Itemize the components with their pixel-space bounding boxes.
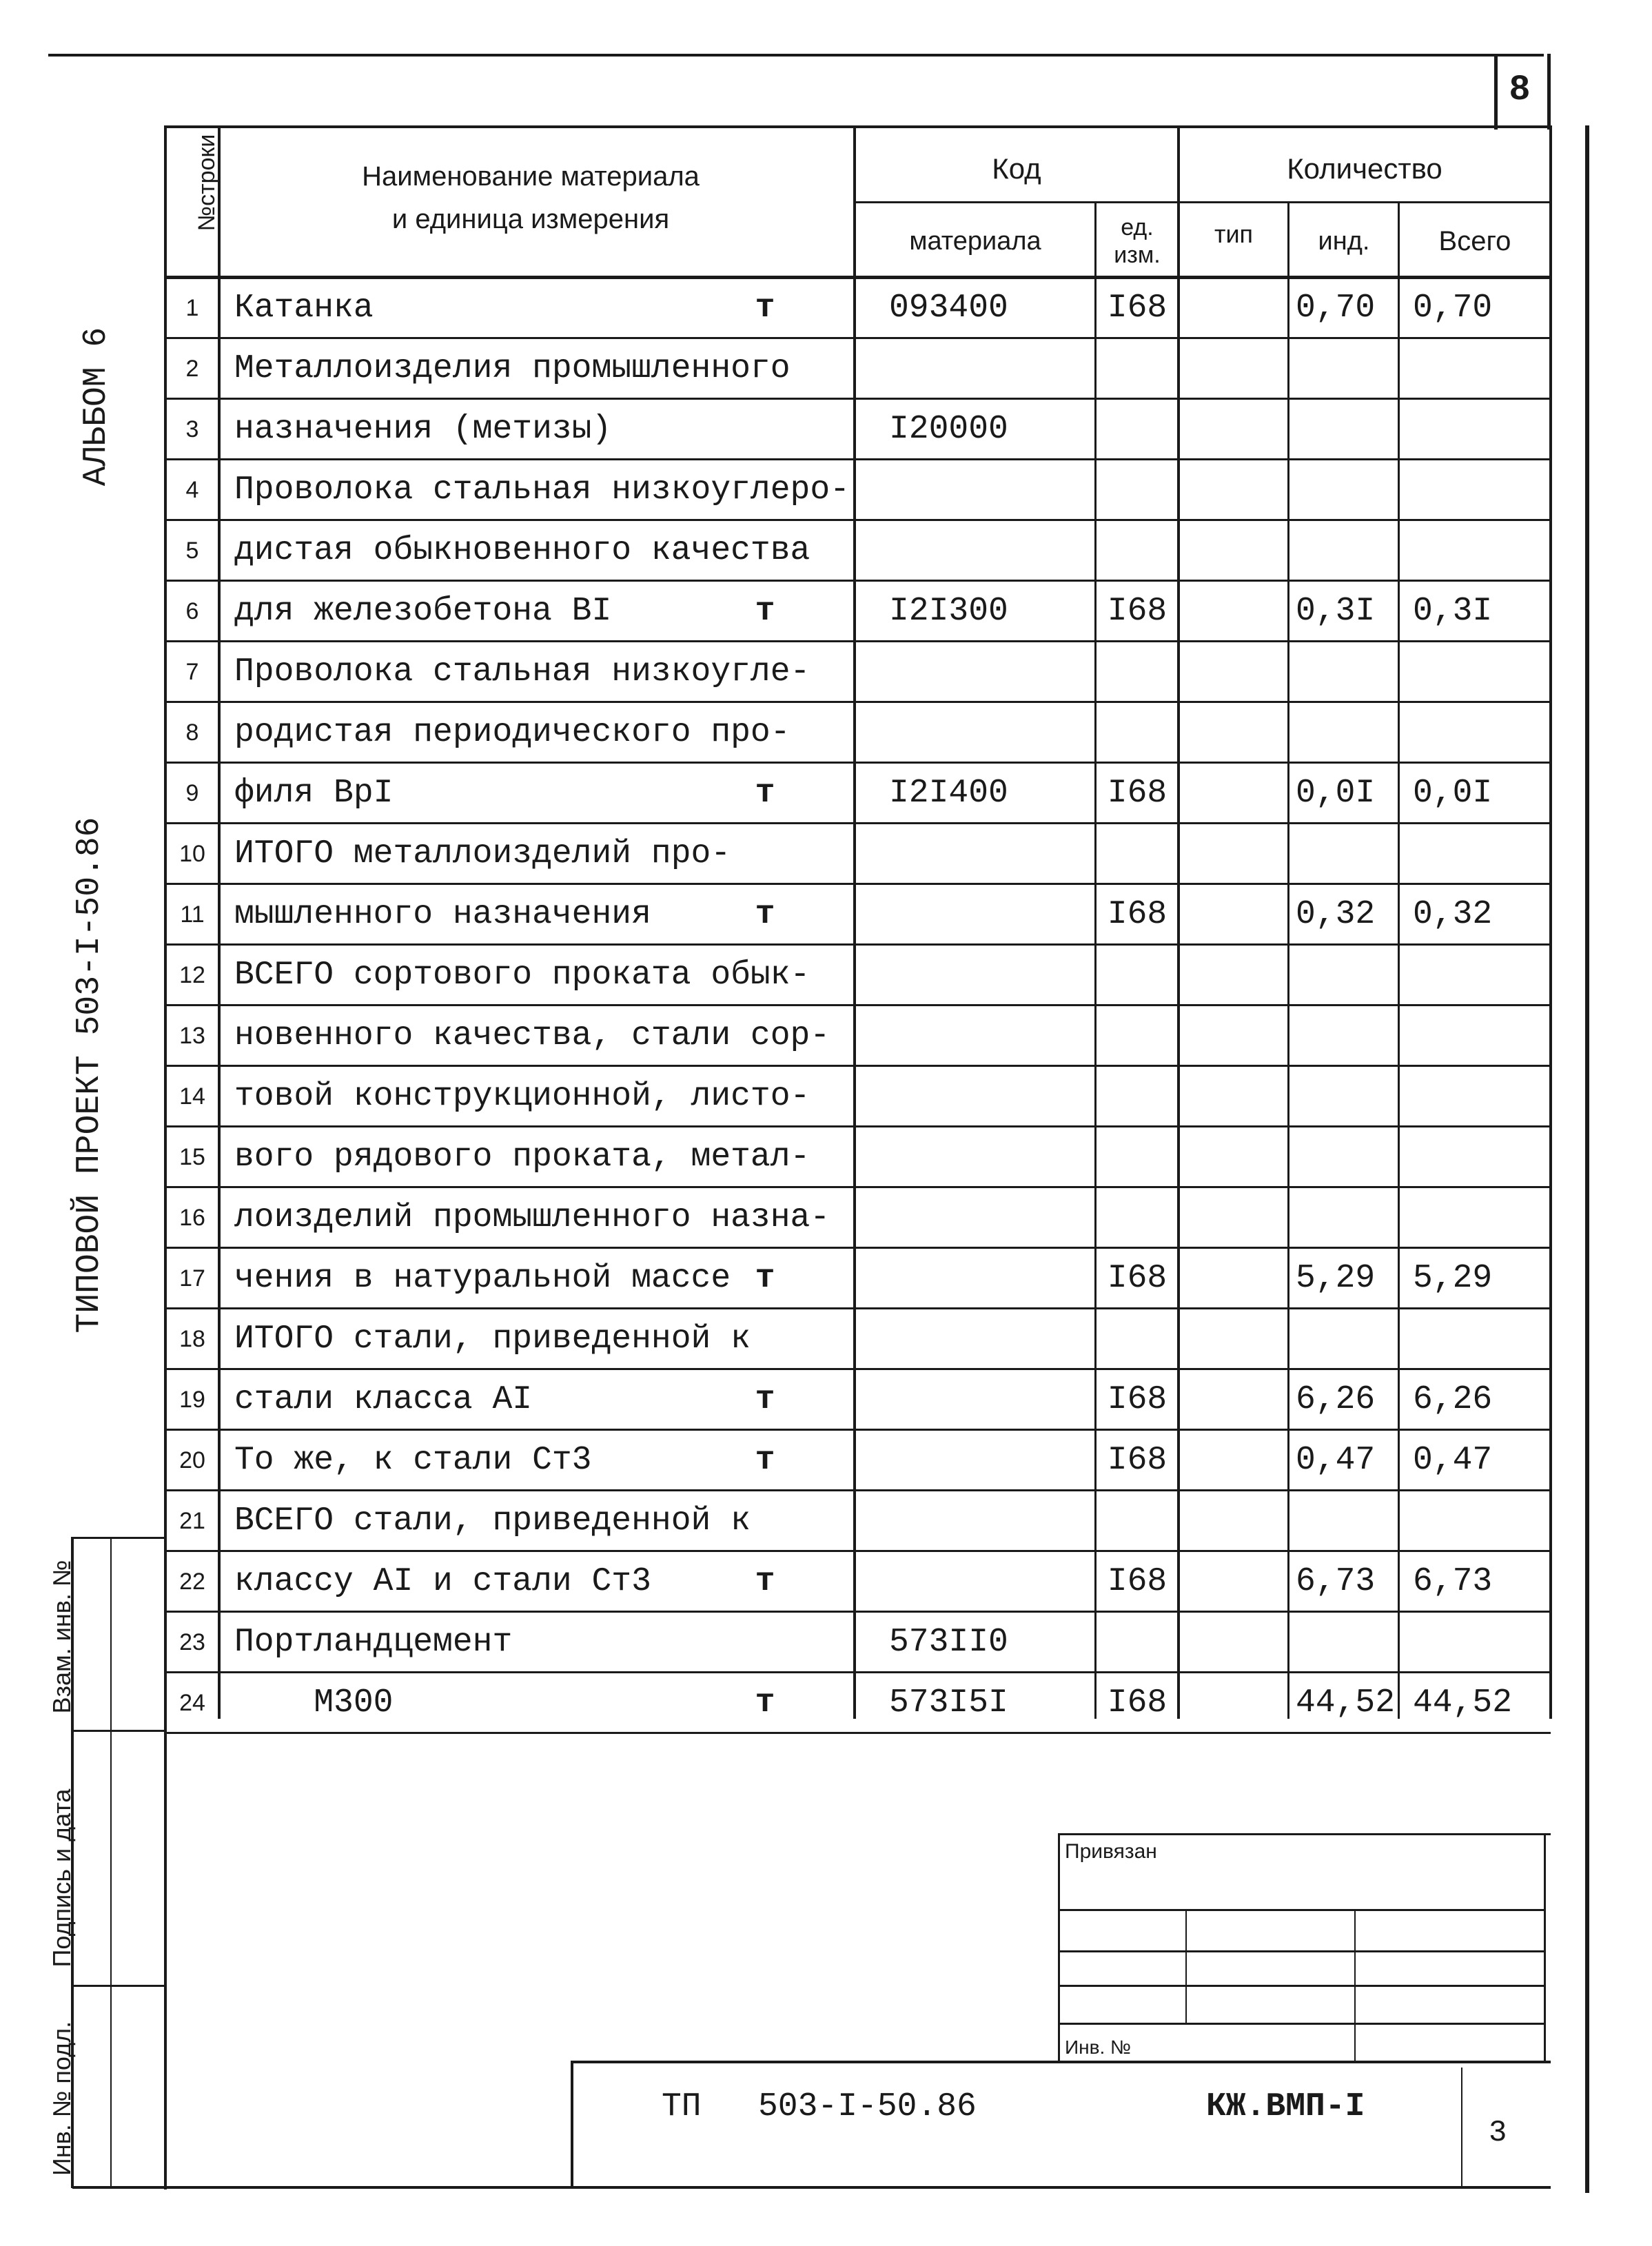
row-qty-total bbox=[1413, 520, 1551, 581]
tb-project-number: 503-I-50.86 bbox=[758, 2088, 977, 2125]
tb-doc-code: КЖ.ВМП-I bbox=[1206, 2088, 1365, 2125]
row-qty-ind bbox=[1296, 945, 1406, 1005]
row-unit-code: I68 bbox=[1107, 1442, 1167, 1479]
row-unit-code bbox=[1096, 338, 1179, 399]
table-row bbox=[165, 1248, 1551, 1309]
row-name: ВСЕГО сортового проката обык- bbox=[234, 957, 810, 994]
row-name: новенного качества, стали сор- bbox=[234, 1017, 830, 1054]
row-name: ИТОГО металлоизделий про- bbox=[234, 835, 731, 872]
row-unit-code: I68 bbox=[1107, 1563, 1167, 1600]
row-unit-code bbox=[1096, 1491, 1179, 1551]
table-row bbox=[165, 460, 1551, 520]
table-row bbox=[165, 581, 1551, 642]
row-material-code bbox=[889, 1066, 1123, 1127]
row-qty-ind: 0,32 bbox=[1296, 896, 1376, 933]
row-number: 18 bbox=[179, 1326, 205, 1352]
stamp-inv-podl: Инв. № подл. bbox=[48, 2021, 76, 2176]
row-material-code bbox=[889, 1005, 1123, 1066]
row-unit-code bbox=[1096, 702, 1179, 763]
row-qty-ind: 0,47 bbox=[1296, 1442, 1376, 1479]
table-row bbox=[165, 1673, 1551, 1733]
table-row bbox=[165, 1491, 1551, 1551]
row-number: 8 bbox=[185, 719, 199, 746]
row-material-code bbox=[889, 945, 1123, 1005]
table-row bbox=[165, 1187, 1551, 1248]
row-number: 19 bbox=[179, 1387, 205, 1413]
row-qty-ind: 44,52 bbox=[1296, 1684, 1396, 1722]
row-qty-ind: 0,70 bbox=[1296, 289, 1376, 327]
row-name: Катанка bbox=[234, 289, 374, 327]
header-qty-ind: инд. bbox=[1318, 227, 1370, 256]
row-unit-code bbox=[1096, 1612, 1179, 1673]
table-row bbox=[165, 1551, 1551, 1612]
tb-sheet-sep bbox=[1461, 2068, 1462, 2188]
row-unit-code: I68 bbox=[1107, 1381, 1167, 1418]
table-row bbox=[165, 520, 1551, 581]
row-name: То же, к стали Ст3 bbox=[234, 1442, 592, 1479]
row-number: 4 bbox=[185, 477, 199, 503]
tb-priv-col1 bbox=[1185, 1909, 1187, 2023]
row-unit-code: I68 bbox=[1107, 1684, 1167, 1722]
row-qty-ind: 5,29 bbox=[1296, 1260, 1376, 1297]
row-material-code: I2I400 bbox=[889, 775, 1008, 812]
table-row bbox=[165, 338, 1551, 399]
table-row bbox=[165, 1005, 1551, 1066]
row-qty-total bbox=[1413, 1005, 1551, 1066]
frame-bottom bbox=[72, 2186, 1551, 2189]
row-unit-mark bbox=[744, 520, 786, 581]
row-number: 7 bbox=[185, 659, 199, 685]
row-qty-total bbox=[1413, 1066, 1551, 1127]
tb-priv-line2 bbox=[1058, 1950, 1544, 1952]
row-unit-mark: т bbox=[755, 1381, 775, 1418]
row-qty-total bbox=[1413, 460, 1551, 520]
stamp-top bbox=[71, 1537, 164, 1539]
row-number: 13 bbox=[179, 1023, 205, 1049]
row-unit-mark: т bbox=[755, 593, 775, 630]
row-material-code: 573I5I bbox=[889, 1684, 1008, 1722]
row-number: 11 bbox=[180, 901, 205, 928]
row-qty-total bbox=[1413, 642, 1551, 702]
row-number: 15 bbox=[179, 1144, 205, 1170]
row-qty-total bbox=[1413, 1127, 1551, 1187]
row-unit-mark: т bbox=[755, 1684, 775, 1722]
row-unit-mark: т bbox=[755, 1563, 775, 1600]
row-unit-code: I68 bbox=[1107, 1260, 1167, 1297]
row-qty-total bbox=[1413, 399, 1551, 460]
row-material-code bbox=[889, 460, 1123, 520]
stamp-podpis: Подпись и дата bbox=[48, 1788, 76, 1968]
row-material-code bbox=[889, 1127, 1123, 1187]
table-row bbox=[165, 1066, 1551, 1127]
row-unit-mark bbox=[744, 1005, 786, 1066]
row-name: лоизделий промышленного назна- bbox=[234, 1199, 830, 1236]
row-unit-code bbox=[1096, 1127, 1179, 1187]
row-material-code: I20000 bbox=[889, 411, 1008, 448]
row-qty-ind bbox=[1296, 338, 1406, 399]
row-qty-total bbox=[1413, 824, 1551, 884]
row-qty-ind bbox=[1296, 702, 1406, 763]
tb-priv-line1 bbox=[1058, 1909, 1544, 1911]
row-material-code bbox=[889, 1248, 1123, 1309]
row-material-code bbox=[889, 1551, 1123, 1612]
row-qty-ind bbox=[1296, 399, 1406, 460]
row-name: товой конструкционной, листо- bbox=[234, 1078, 810, 1115]
row-qty-ind bbox=[1296, 1066, 1406, 1127]
row-unit-code bbox=[1096, 520, 1179, 581]
table-row bbox=[165, 702, 1551, 763]
row-unit-code bbox=[1096, 1309, 1179, 1369]
row-unit-mark bbox=[744, 945, 786, 1005]
row-number: 2 bbox=[185, 356, 199, 382]
row-qty-ind bbox=[1296, 1127, 1406, 1187]
top-border bbox=[48, 54, 1544, 57]
row-number: 6 bbox=[185, 598, 199, 624]
tb-main-left bbox=[571, 2061, 573, 2188]
row-qty-total: 0,70 bbox=[1413, 289, 1493, 327]
table-row bbox=[165, 278, 1551, 338]
table-row bbox=[165, 945, 1551, 1005]
row-name: классу AI и стали Ст3 bbox=[234, 1563, 651, 1600]
row-unit-code: I68 bbox=[1107, 289, 1167, 327]
row-qty-ind bbox=[1296, 642, 1406, 702]
table-body bbox=[165, 278, 1551, 1733]
row-name: Портландцемент bbox=[234, 1624, 513, 1661]
row-number: 22 bbox=[179, 1569, 205, 1595]
header-code-group: Код bbox=[992, 152, 1041, 185]
row-name: назначения (метизы) bbox=[234, 411, 612, 448]
row-name: мышленного назначения bbox=[234, 896, 651, 933]
row-qty-total bbox=[1413, 702, 1551, 763]
row-qty-total: 0,0I bbox=[1413, 775, 1493, 812]
row-unit-code bbox=[1096, 642, 1179, 702]
row-material-code bbox=[889, 1187, 1123, 1248]
stamp-inner bbox=[110, 1537, 112, 2188]
table-row bbox=[165, 884, 1551, 945]
table-row bbox=[165, 399, 1551, 460]
header-mid bbox=[855, 201, 1551, 203]
row-name: Металлоизделия промышленного bbox=[234, 350, 791, 387]
table-row bbox=[165, 1612, 1551, 1673]
tb-priv-line4 bbox=[1058, 2023, 1544, 2025]
row-unit-mark bbox=[744, 338, 786, 399]
row-name: для железобетона BI bbox=[234, 593, 612, 630]
row-qty-total bbox=[1413, 1612, 1551, 1673]
row-unit-mark bbox=[744, 824, 786, 884]
row-name: стали класса AI bbox=[234, 1381, 533, 1418]
row-unit-code bbox=[1096, 1187, 1179, 1248]
header-code-material: материала bbox=[909, 227, 1041, 256]
project-label: ТИПОВОЙ ПРОЕКТ 503-I-50.86 bbox=[71, 817, 108, 1334]
row-unit-mark: т bbox=[755, 896, 775, 933]
row-qty-ind bbox=[1296, 520, 1406, 581]
row-unit-mark bbox=[744, 1309, 786, 1369]
row-qty-ind bbox=[1296, 1309, 1406, 1369]
row-unit-mark bbox=[744, 1612, 786, 1673]
row-name: родистая периодического про- bbox=[234, 714, 791, 751]
row-qty-ind: 0,0I bbox=[1296, 775, 1376, 812]
row-name: ВСЕГО стали, приведенной к bbox=[234, 1502, 751, 1540]
row-number: 20 bbox=[179, 1447, 205, 1473]
row-material-code bbox=[889, 642, 1123, 702]
row-unit-mark bbox=[744, 1187, 786, 1248]
tb-sheet-number: 3 bbox=[1489, 2116, 1507, 2150]
row-material-code bbox=[889, 520, 1123, 581]
row-material-code bbox=[889, 1369, 1123, 1430]
row-qty-ind: 6,73 bbox=[1296, 1563, 1376, 1600]
row-qty-total: 44,52 bbox=[1413, 1684, 1513, 1722]
page-number: 8 bbox=[1509, 69, 1531, 110]
row-number: 3 bbox=[185, 416, 199, 442]
row-unit-code bbox=[1096, 399, 1179, 460]
row-qty-total: 5,29 bbox=[1413, 1260, 1493, 1297]
row-number: 24 bbox=[179, 1690, 205, 1716]
row-name: чения в натуральной массе bbox=[234, 1260, 731, 1297]
row-name: филя BpI bbox=[234, 775, 394, 812]
row-qty-ind bbox=[1296, 1005, 1406, 1066]
row-name: дистая обыкновенного качества bbox=[234, 532, 810, 569]
table-row bbox=[165, 824, 1551, 884]
header-code-unit: ед. изм. bbox=[1114, 214, 1161, 268]
row-material-code bbox=[889, 1309, 1123, 1369]
row-number: 10 bbox=[179, 841, 205, 867]
header-qty-group: Количество bbox=[1287, 152, 1442, 185]
row-qty-total bbox=[1413, 338, 1551, 399]
row-number: 16 bbox=[179, 1205, 205, 1231]
row-qty-total: 6,26 bbox=[1413, 1381, 1493, 1418]
tb-priv-left bbox=[1058, 1833, 1060, 2061]
table-row bbox=[165, 763, 1551, 824]
table-row bbox=[165, 1430, 1551, 1491]
row-unit-mark bbox=[744, 1066, 786, 1127]
row-qty-total: 0,47 bbox=[1413, 1442, 1493, 1479]
row-qty-ind bbox=[1296, 1187, 1406, 1248]
table-row bbox=[165, 1127, 1551, 1187]
page-box-right bbox=[1547, 54, 1551, 130]
row-unit-mark bbox=[744, 1127, 786, 1187]
row-material-code: I2I300 bbox=[889, 593, 1008, 630]
row-qty-ind bbox=[1296, 1491, 1406, 1551]
stamp-vzam: Взам. инв. № bbox=[48, 1560, 76, 1714]
tb-tp: ТП bbox=[662, 2088, 702, 2125]
row-qty-total bbox=[1413, 945, 1551, 1005]
row-unit-mark: т bbox=[755, 775, 775, 812]
row-qty-total: 0,32 bbox=[1413, 896, 1493, 933]
row-material-code bbox=[889, 338, 1123, 399]
row-name: М300 bbox=[234, 1684, 394, 1722]
row-qty-ind bbox=[1296, 824, 1406, 884]
tb-priv-line3 bbox=[1058, 1985, 1544, 1987]
row-name: вого рядового проката, метал- bbox=[234, 1139, 810, 1176]
stamp-div1 bbox=[71, 1730, 164, 1732]
table-row bbox=[165, 642, 1551, 702]
row-unit-mark bbox=[744, 1491, 786, 1551]
row-material-code bbox=[889, 1430, 1123, 1491]
header-qty-total: Всего bbox=[1438, 226, 1511, 256]
row-unit-code: I68 bbox=[1107, 775, 1167, 812]
row-number: 23 bbox=[179, 1629, 205, 1655]
row-material-code bbox=[889, 884, 1123, 945]
row-unit-code: I68 bbox=[1107, 896, 1167, 933]
row-unit-code bbox=[1096, 824, 1179, 884]
row-number: 21 bbox=[179, 1508, 205, 1534]
row-name: Проволока стальная низкоугле- bbox=[234, 653, 810, 691]
tb-priv-right bbox=[1544, 1833, 1546, 2061]
row-number: 9 bbox=[185, 780, 199, 806]
row-qty-ind: 0,3I bbox=[1296, 593, 1376, 630]
tb-main-top bbox=[572, 2061, 1551, 2063]
tb-priv-col2 bbox=[1354, 1909, 1356, 2061]
row-material-code bbox=[889, 824, 1123, 884]
row-unit-mark: т bbox=[755, 1260, 775, 1297]
stamp-div2 bbox=[71, 1985, 164, 1987]
header-name-line2: и единица измерения bbox=[391, 204, 670, 234]
header-name-line1: Наименование материала bbox=[362, 161, 700, 192]
row-qty-ind: 6,26 bbox=[1296, 1381, 1376, 1418]
row-unit-code: I68 bbox=[1107, 593, 1167, 630]
row-unit-code bbox=[1096, 1005, 1179, 1066]
row-unit-code bbox=[1096, 460, 1179, 520]
row-unit-mark: т bbox=[755, 289, 775, 327]
header-name bbox=[221, 155, 841, 241]
row-material-code bbox=[889, 1491, 1123, 1551]
table-top bbox=[164, 125, 1551, 128]
row-unit-mark bbox=[744, 642, 786, 702]
header-row-number: №строки bbox=[194, 134, 220, 232]
row-qty-total: 6,73 bbox=[1413, 1563, 1493, 1600]
row-name: ИТОГО стали, приведенной к bbox=[234, 1320, 751, 1358]
row-qty-total: 0,3I bbox=[1413, 593, 1493, 630]
row-number: 17 bbox=[179, 1265, 205, 1292]
row-unit-code bbox=[1096, 1066, 1179, 1127]
row-number: 14 bbox=[179, 1083, 205, 1110]
row-number: 12 bbox=[179, 962, 205, 988]
tb-privyazan: Привязан bbox=[1065, 1840, 1157, 1863]
row-name: Проволока стальная низкоуглеро- bbox=[234, 471, 850, 509]
row-number: 1 bbox=[185, 295, 199, 321]
row-unit-mark bbox=[744, 460, 786, 520]
table-row bbox=[165, 1369, 1551, 1430]
table-row bbox=[165, 1309, 1551, 1369]
tb-priv-top bbox=[1058, 1833, 1551, 1835]
album-label: АЛЬБОМ 6 bbox=[78, 327, 115, 487]
row-material-code: 093400 bbox=[889, 289, 1008, 327]
row-qty-ind bbox=[1296, 1612, 1406, 1673]
row-material-code bbox=[889, 702, 1123, 763]
row-unit-mark: т bbox=[755, 1442, 775, 1479]
tb-inv-no: Инв. № bbox=[1065, 2036, 1132, 2058]
row-qty-total bbox=[1413, 1491, 1551, 1551]
row-unit-mark bbox=[744, 702, 786, 763]
row-unit-mark bbox=[744, 399, 786, 460]
header-qty-type: тип bbox=[1214, 220, 1254, 248]
frame-right bbox=[1585, 125, 1589, 2193]
row-qty-total bbox=[1413, 1309, 1551, 1369]
row-number: 5 bbox=[185, 538, 199, 564]
row-material-code: 573II0 bbox=[889, 1624, 1008, 1661]
row-qty-total bbox=[1413, 1187, 1551, 1248]
row-unit-code bbox=[1096, 945, 1179, 1005]
row-qty-ind bbox=[1296, 460, 1406, 520]
